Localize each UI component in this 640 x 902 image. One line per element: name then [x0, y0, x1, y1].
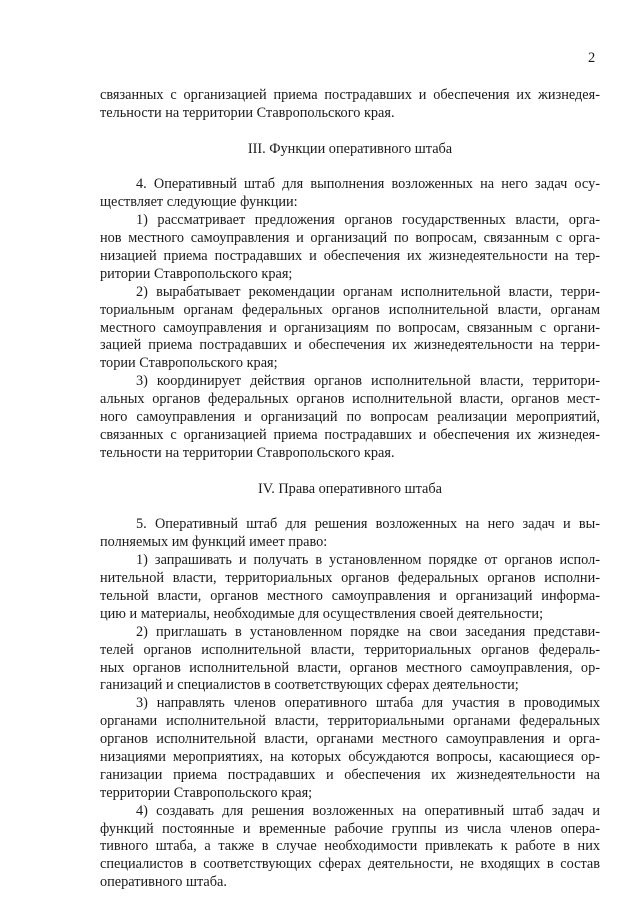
text-line: местного самоуправления и организациям по вопросам, связанным с органи- [100, 319, 600, 336]
text-line: цию и материалы, необходимые для осуществления своей деятельности; [100, 605, 544, 622]
spacer [100, 463, 600, 481]
text-line: тельности на территории Ставропольского края. [100, 444, 395, 461]
text-line: органами исполнительной власти, территориальными органами федеральных [100, 713, 600, 730]
text-line: 3) координирует действия органов исполнительной власти, территори- [136, 373, 600, 390]
text-line: 3) направлять членов оперативного штаба для участия в проводимых [136, 695, 600, 712]
document-body [100, 87, 600, 892]
text-line: ных органов исполнительной власти, органов местного самоуправления, ор- [100, 659, 600, 676]
text-line: полняемых им функций имеет право: [100, 534, 328, 551]
spacer [100, 123, 600, 141]
text-line: низацией приема пострадавших и обеспечения их жизнедеятельности на тер- [100, 248, 600, 265]
page-number: 2 [588, 50, 596, 66]
text-line: ганизации приема пострадавших и обеспечения их жизнедеятельности на [100, 766, 600, 783]
text-line: ритории Ставропольского края; [100, 265, 293, 282]
text-line: органов исполнительной власти, органами местного самоуправления и орга- [100, 731, 600, 748]
text-line: альных органов федеральных органов исполнительной власти, органов мест- [100, 391, 600, 408]
text-line: специалистов в соответствующих сферах деятельности, не входящих в состав [100, 856, 600, 873]
section-heading: III. Функции оперативного штаба [247, 140, 453, 157]
text-line: телей органов исполнительной власти, территориальных органов федераль- [100, 641, 600, 658]
text-line: 1) запрашивать и получать в установленном порядке от органов испол- [136, 552, 600, 569]
spacer [100, 159, 600, 177]
text-line: нов местного самоуправления и организаций по вопросам, связанным с орга- [100, 230, 600, 247]
text-line: ториальным органам федеральных органов исполнительной власти, органам [100, 301, 600, 318]
text-line: 4) создавать для решения возложенных на оперативный штаб задач и [136, 802, 600, 819]
text-line: функций постоянные и временные рабочие группы из числа членов опера- [100, 820, 600, 837]
text-line: ганизаций и специалистов в соответствующих сферах деятельности; [100, 677, 519, 694]
text-line: территории Ставропольского края; [100, 784, 313, 801]
text-line: 1) рассматривает предложения органов государственных власти, орга- [136, 212, 600, 229]
text-line: связанных с организацией приема пострадавших и обеспечения их жизнедея- [100, 87, 600, 103]
text-line: ного самоуправления и организаций по вопросам реализации мероприятий, [100, 409, 600, 426]
text-line: 2) приглашать в установленном порядке на свои заседания представи- [136, 623, 600, 640]
text-line: низациями мероприятиях, на которых обсуждаются вопросы, касающиеся ор- [100, 748, 600, 765]
text-line: нительной власти, территориальных органов федеральных органов исполни- [100, 570, 600, 587]
text-line: зацией приема пострадавших и обеспечения их жизнедеятельности на терри- [100, 337, 600, 354]
text-line: тивного штаба, а также в случае необходимости привлекать к работе в них [100, 838, 600, 855]
text-line: 4. Оперативный штаб для выполнения возложенных на него задач осу- [136, 176, 600, 193]
text-line: 5. Оперативный штаб для решения возложенных на него задач и вы- [136, 516, 600, 533]
section-heading: IV. Права оперативного штаба [257, 480, 443, 497]
text-line: ществляет следующие функции: [100, 194, 298, 211]
text-line: оперативного штаба. [100, 874, 227, 891]
text-line: 2) вырабатывает рекомендации органам исполнительной власти, терри- [136, 283, 600, 300]
text-line: тории Ставропольского края; [100, 355, 278, 372]
text-line: тельной власти, органов местного самоуправления и организаций информа- [100, 587, 600, 604]
spacer [100, 498, 600, 516]
text-line: тельности на территории Ставропольского края. [100, 104, 395, 121]
text-line: связанных с организацией приема пострадавших и обеспечения их жизнедея- [100, 426, 600, 443]
